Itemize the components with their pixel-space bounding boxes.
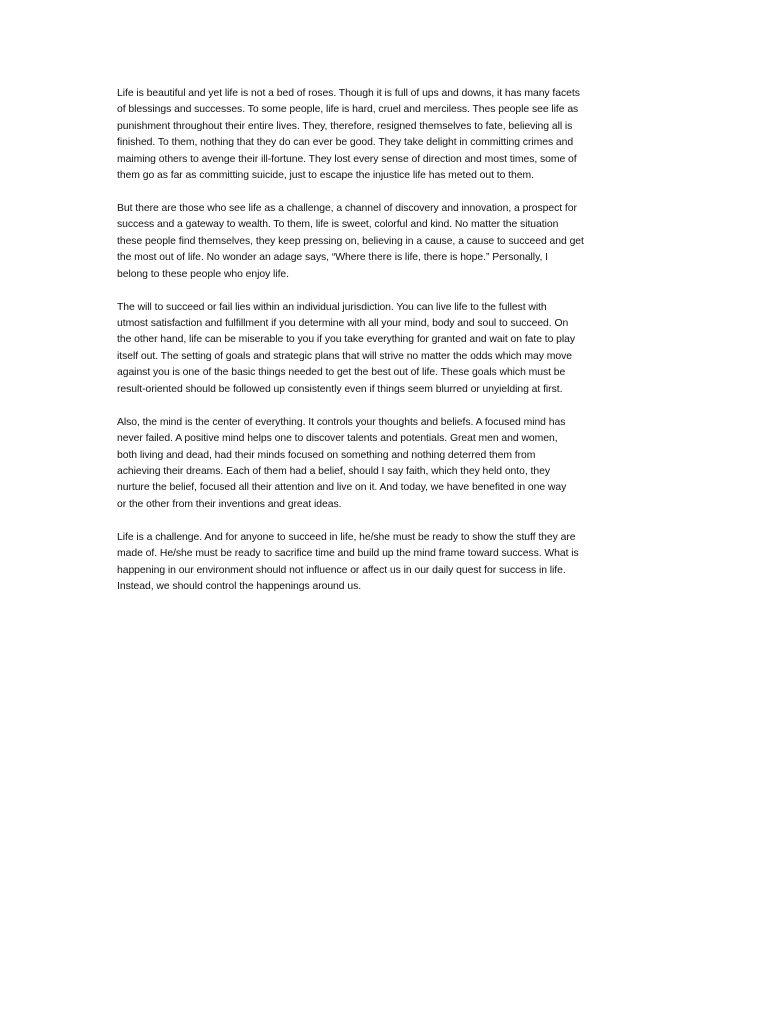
- paragraph-2: [117, 201, 654, 283]
- paragraph-line: success and a gateway to wealth. To them, life is sweet, colorful and kind. No matter the situation: [117, 219, 559, 231]
- paragraph-line: itself out. The setting of goals and strategic plans that will strive no matter the odds which may move: [117, 350, 572, 362]
- paragraph-line: Instead, we should control the happenings around us.: [117, 580, 362, 592]
- paragraph-line: these people find themselves, they keep pressing on, believing in a cause, a cause to succeed and get: [117, 235, 584, 247]
- paragraph-line: maiming others to avenge their ill-fortune. They lost every sense of direction and most times, some of: [117, 153, 577, 165]
- paragraph-line: both living and dead, had their minds focused on something and nothing deterred them from: [117, 449, 536, 461]
- paragraph-line: result-oriented should be followed up consistently even if things seem blurred or unyielding at first.: [117, 383, 563, 395]
- paragraph-5: [117, 530, 654, 596]
- paragraph-line: achieving their dreams. Each of them had a belief, should I say faith, which they held onto, they: [117, 465, 550, 477]
- paragraph-line: the most out of life. No wonder an adage says, “Where there is life, there is hope.” Personally, I: [117, 252, 548, 264]
- paragraph-line: happening in our environment should not influence or affect us in our daily quest for success in life.: [117, 564, 566, 576]
- paragraph-3: [117, 300, 654, 398]
- paragraph-line: made of. He/she must be ready to sacrifice time and build up the mind frame toward success. What is: [117, 548, 579, 560]
- paragraph-line: Life is a challenge. And for anyone to succeed in life, he/she must be ready to show the stuff they are: [117, 531, 576, 543]
- paragraph-line: punishment throughout their entire lives. They, therefore, resigned themselves to fate, believing all is: [117, 120, 573, 132]
- paragraph-line: the other hand, life can be miserable to you if you take everything for granted and wait on fate to play: [117, 334, 576, 346]
- paragraph-line: never failed. A positive mind helps one to discover talents and potentials. Great men and women,: [117, 433, 558, 445]
- paragraph-line: Also, the mind is the center of everything. It controls your thoughts and beliefs. A focused mind has: [117, 416, 566, 428]
- paragraph-line: Life is beautiful and yet life is not a bed of roses. Though it is full of ups and downs, it has many facets: [117, 88, 580, 99]
- paragraph-line: The will to succeed or fail lies within an individual jurisdiction. You can live life to the fullest with: [117, 301, 547, 313]
- paragraph-line: or the other from their inventions and great ideas.: [117, 498, 342, 510]
- document-body: [117, 86, 654, 612]
- paragraph-line: nurture the belief, focused all their attention and live on it. And today, we have benefited in one way: [117, 482, 567, 494]
- paragraph-line: utmost satisfaction and fulfillment if you determine with all your mind, body and soul to succeed. On: [117, 318, 569, 330]
- paragraph-4: [117, 415, 654, 513]
- paragraph-line: against you is one of the basic things needed to get the best out of life. These goals which must be: [117, 367, 566, 379]
- paragraph-line: finished. To them, nothing that they do can ever be good. They take delight in committing crimes and: [117, 137, 574, 149]
- paragraph-line: belong to these people who enjoy life.: [117, 268, 289, 280]
- paragraph-1: [117, 86, 654, 184]
- paragraph-line: them go as far as committing suicide, just to escape the injustice life has meted out to them.: [117, 170, 534, 182]
- paragraph-line: of blessings and successes. To some people, life is hard, cruel and merciless. Thes people see life as: [117, 104, 579, 116]
- paragraph-line: But there are those who see life as a challenge, a channel of discovery and innovation, a prospect for: [117, 203, 577, 215]
